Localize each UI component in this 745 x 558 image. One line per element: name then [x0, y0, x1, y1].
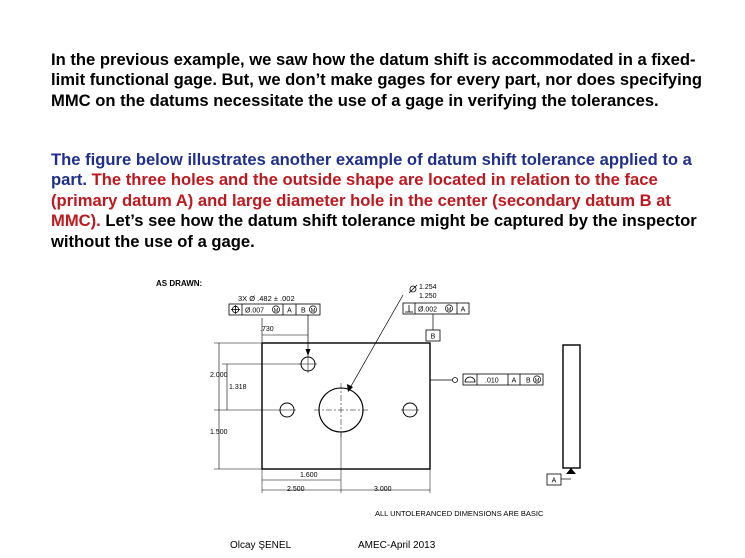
- profile-feature-control-frame: [463, 374, 543, 385]
- description-red-text: The three holes and the outside shape are located in relation to the face (primary datum A) and large diameter hole in the center (secondary datum B at MMC).: [51, 170, 671, 231]
- position-symbol-icon: [231, 305, 240, 314]
- diameter-symbol-icon: [409, 285, 417, 293]
- description-blue-text: The figure below illustrates another example of datum shift tolerance applied to a part.: [51, 150, 692, 190]
- position-datum-b: B: [301, 307, 306, 315]
- intro-paragraph: In the previous example, we saw how the datum shift is accommodated in a fixed-limit functional gage. But, we don’t make gages for every part, nor does specifying MMC on the datums necessitate the use of a gage in verifying the tolerances.: [51, 50, 702, 110]
- perpendicularity-mmc: M: [446, 307, 452, 313]
- position-tolerance-value: Ø.007: [245, 307, 265, 315]
- position-mmc-modifier: M: [273, 308, 279, 314]
- dimension-1318: 1.318: [229, 384, 247, 391]
- perpendicularity-feature-control-frame: [403, 303, 469, 314]
- profile-datum-b: B: [526, 377, 531, 385]
- datum-a-label: A: [551, 477, 557, 485]
- perpendicularity-datum-a: A: [460, 306, 466, 314]
- side-view: [563, 345, 580, 468]
- drawing-title: AS DRAWN:: [156, 279, 203, 288]
- position-feature-control-frame: [229, 304, 320, 315]
- perpendicularity-symbol-icon: [405, 305, 413, 312]
- dimension-3000: 3.000: [374, 486, 392, 493]
- large-hole-min: 1.250: [419, 293, 437, 300]
- left-hole: [278, 403, 296, 417]
- profile-of-surface-symbol-icon: [465, 377, 475, 382]
- position-datum-b-mmc: M: [310, 308, 316, 314]
- drawing-note: ALL UNTOLERANCED DIMENSIONS ARE BASIC: [375, 509, 544, 518]
- footer-author: Olcay ŞENEL: [230, 540, 292, 551]
- perpendicularity-tolerance: Ø.002: [418, 306, 438, 314]
- dimension-2000: 2.000: [210, 372, 228, 379]
- dimension-2500: 2.500: [287, 486, 305, 493]
- footer-date: AMEC-April 2013: [358, 540, 436, 551]
- top-hole: [299, 355, 317, 373]
- position-datum-a: A: [287, 307, 292, 315]
- profile-datum-a: A: [511, 377, 517, 385]
- description-black-text: Let’s see how the datum shift tolerance might be captured by the inspector without the use of a gage.: [51, 211, 697, 251]
- profile-datum-b-mmc: M: [534, 378, 540, 384]
- dimension-730: .730: [260, 326, 274, 333]
- profile-tolerance: .010: [485, 377, 499, 385]
- right-hole: [401, 403, 419, 417]
- dimension-1600: 1.600: [300, 472, 318, 479]
- large-center-hole: [314, 383, 368, 437]
- dimension-1500: 1.500: [210, 429, 228, 436]
- hole-callout: 3X Ø .482 ± .002: [238, 294, 295, 303]
- datum-b-label: B: [430, 333, 436, 341]
- large-hole-max: 1.254: [419, 284, 437, 291]
